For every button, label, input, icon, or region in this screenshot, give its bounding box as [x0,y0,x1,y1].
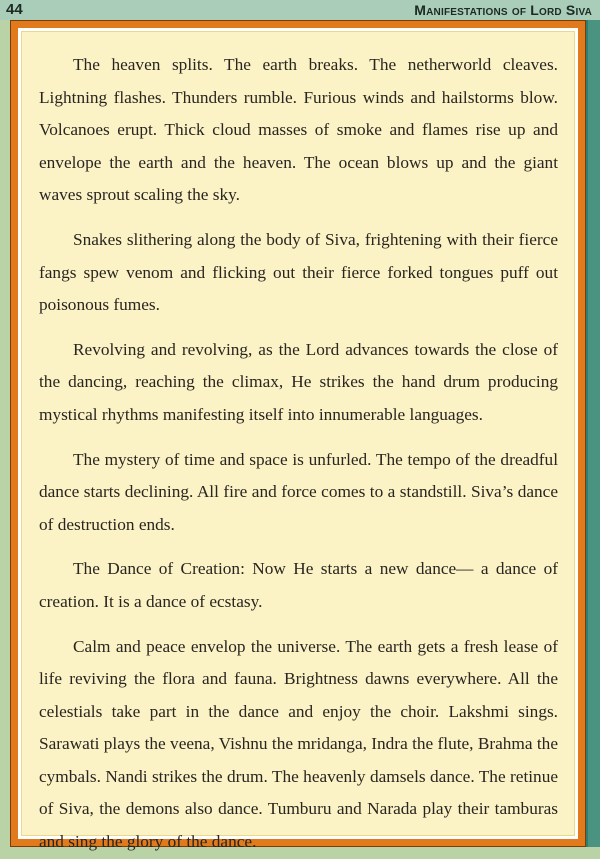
left-border-strip [0,20,10,859]
text-panel [21,31,575,852]
orange-frame [10,20,586,852]
paragraph-dance-of-creation: The Dance of Creation: Now He starts a new dance— a dance of creation. It is a dance of ecstasy. [39,559,558,611]
paragraph-destruction-elements: The heaven splits. The earth breaks. The netherworld cleaves. Lightning flashes. Thunders rumble. Furious winds and hailstorms blow. Volcanoes erupt. Thick cloud masses of smoke and flames rise up and envelope the earth and the heaven. The ocean blows up and the giant waves sprout scaling the sky. [39,55,558,205]
paragraph-snakes: Snakes slithering along the body of Siva, frightening with their fierce fangs spew venom and flicking out their fierce forked tongues puff out poisonous fumes. [39,229,558,315]
page-header [0,0,600,20]
right-border-strip [588,20,600,859]
page-number: 44 [6,1,23,18]
running-title: Manifestations of Lord Siva [414,2,592,18]
paragraph-celestials: Calm and peace envelop the universe. The earth gets a fresh lease of life reviving the flora and fauna. Brightness dawns everywhere. All the celestials take part in the dance and enjoy the choir. Lakshmi sings. Sarawati plays the veena, Vishnu the mridanga, Indra the flute, Brahma the cymbals. Nandi strikes the drum. The heavenly damsels dance. The retinue of Siva, the demons also dance. Tumburu and Narada play their tamburas and sing the glory of the dance. [39,636,558,852]
white-mat [18,28,578,852]
paragraph-time-and-space: The mystery of time and space is unfurled. The tempo of the dreadful dance starts declining. All fire and force comes to a standstill. Siva’s dance of destruction ends. [39,449,558,534]
paragraph-hand-drum: Revolving and revolving, as the Lord advances towards the close of the dancing, reaching the climax, He strikes the hand drum producing mystical rhythms manifesting itself into innumerable languages. [39,339,558,424]
